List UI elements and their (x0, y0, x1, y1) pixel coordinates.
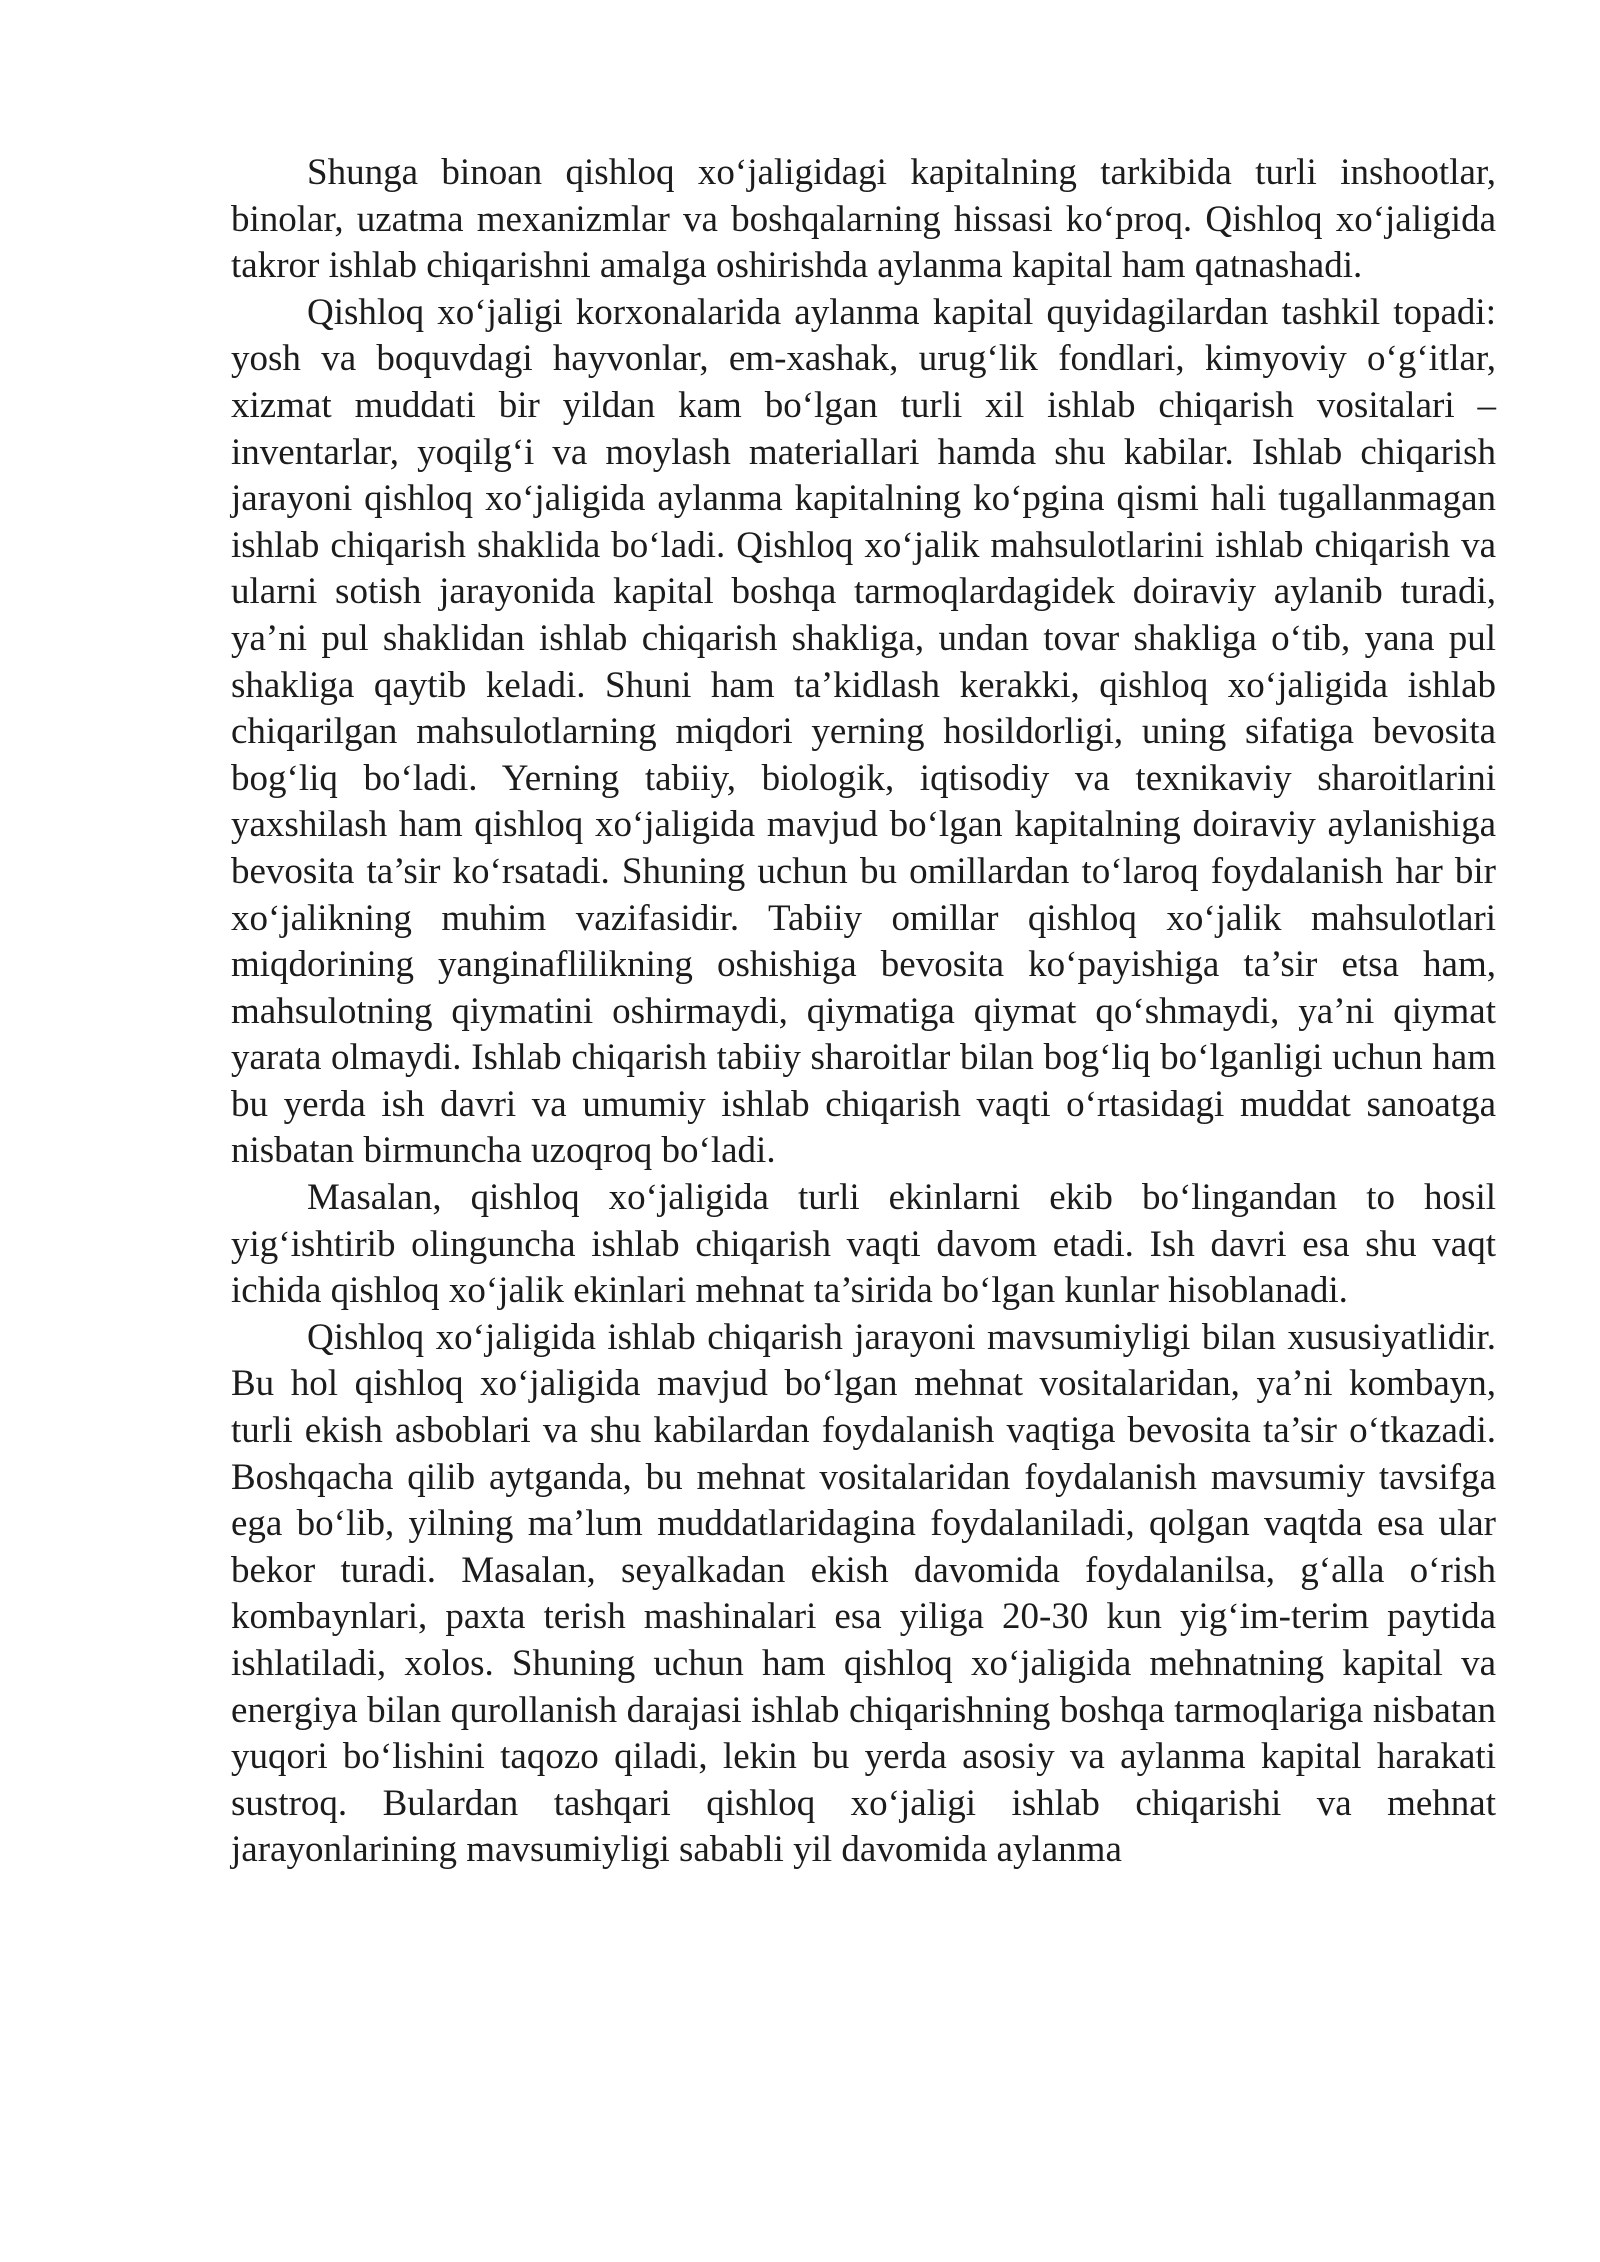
paragraph-4: Qishloq xo‘jaligida ishlab chiqarish jarayoni mavsumiyligi bilan xususiyatlidir. Bu hol qishloq xo‘jaligida mavjud bo‘lgan mehnat vositalaridan, ya’ni kombayn, turli ekish asboblari va shu kabilardan foydalanish vaqtiga bevosita ta’sir o‘tkazadi. Boshqacha qilib aytganda, bu mehnat vositalaridan foydalanish mavsumiy tavsifga ega bo‘lib, yilning ma’lum muddatlaridagina foydalaniladi, qolgan vaqtda esa ular bekor turadi. Masalan, seyalkadan ekish davomida foydalanilsa, g‘alla o‘rish kombaynlari, paxta terish mashinalari esa yiliga 20-30 kun yig‘im-terim paytida ishlatiladi, xolos. Shuning uchun ham qishloq xo‘jaligida mehnatning kapital va energiya bilan qurollanish darajasi ishlab chiqarishning boshqa tarmoqlariga nisbatan yuqori bo‘lishini taqozo qiladi, lekin bu yerda asosiy va aylanma kapital harakati sustroq. Bulardan tashqari qishloq xo‘jaligi ishlab chiqarishi va mehnat jarayonlarining mavsumiyligi sababli yil davomida aylanma (231, 1316, 1496, 1871)
paragraph-1: Shunga binoan qishloq xo‘jaligidagi kapitalning tarkibida turli inshootlar, binolar, uzatma mexanizmlar va boshqalarning hissasi ko‘proq. Qishloq xo‘jaligida takror ishlab chiqarishni amalga oshirishda aylanma kapital ham qatnashadi. (231, 152, 1496, 287)
paragraph-3: Masalan, qishloq xo‘jaligida turli ekinlarni ekib bo‘lingandan to hosil yig‘ishtirib olinguncha ishlab chiqarish vaqti davom etadi. Ish davri esa shu vaqt ichida qishloq xo‘jalik ekinlari mehnat ta’sirida bo‘lgan kunlar hisoblanadi. (231, 1177, 1496, 1312)
paragraph-2: Qishloq xo‘jaligi korxonalarida aylanma kapital quyidagilardan tashkil topadi: yosh va boquvdagi hayvonlar, em-xashak, urug‘lik fondlari, kimyoviy o‘g‘itlar, xizmat muddati bir yildan kam bo‘lgan turli xil ishlab chiqarish vositalari – inventarlar, yoqilg‘i va moylash materiallari hamda shu kabilar. Ishlab chiqarish jarayoni qishloq xo‘jaligida aylanma kapitalning ko‘pgina qismi hali tugallanmagan ishlab chiqarish shaklida bo‘ladi. Qishloq xo‘jalik mahsulotlarini ishlab chiqarish va ularni sotish jarayonida kapital boshqa tarmoqlardagidek doiraviy aylanib turadi, ya’ni pul shaklidan ishlab chiqarish shakliga, undan tovar shakliga o‘tib, yana pul shakliga qaytib keladi. Shuni ham ta’kidlash kerakki, qishloq xo‘jaligida ishlab chiqarilgan mahsulotlarning miqdori yerning hosildorligi, uning sifatiga bevosita bog‘liq bo‘ladi. Yerning tabiiy, biologik, iqtisodiy va texnikaviy sharoitlarini yaxshilash ham qishloq xo‘jaligida mavjud bo‘lgan kapitalning doiraviy aylanishiga bevosita ta’sir ko‘rsatadi. Shuning uchun bu omillardan to‘laroq foydalanish har bir xo‘jalikning muhim vazifasidir. Tabiiy omillar qishloq xo‘jalik mahsulotlari miqdorining yanginaflilikning oshishiga bevosita ko‘payishiga ta’sir etsa ham, mahsulotning qiymatini oshirmaydi, qiymatiga qiymat qo‘shmaydi, ya’ni qiymat yarata olmaydi. Ishlab chiqarish tabiiy sharoitlar bilan bog‘liq bo‘lganligi uchun ham bu yerda ish davri va umumiy ishlab chiqarish vaqti o‘rtasidagi muddat sanoatga nisbatan birmuncha uzoqroq bo‘ladi. (231, 291, 1496, 1172)
document-page (231, 150, 1496, 1874)
